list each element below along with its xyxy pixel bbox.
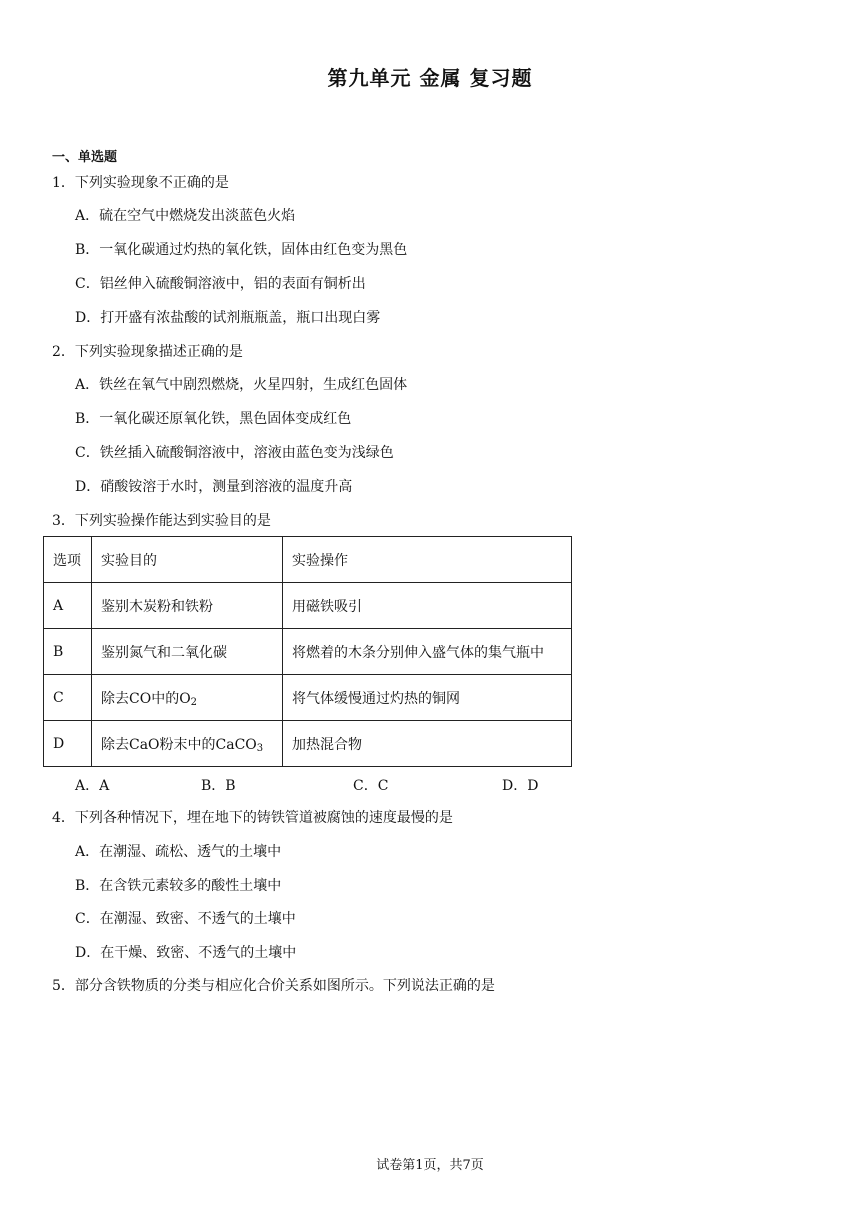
purpose-text: 除去CO中的O [101, 690, 191, 707]
purpose-text: 除去CaO粉末中的CaCO [101, 736, 257, 753]
table-cell-option: D [44, 721, 92, 767]
question-2-stem: 2．下列实验现象描述正确的是 [52, 344, 243, 360]
table-header-purpose: 实验目的 [92, 537, 283, 583]
table-cell-purpose: 鉴别木炭粉和铁粉 [92, 583, 283, 629]
experiment-table [43, 536, 572, 767]
question-2-option-c: C．铁丝插入硫酸铜溶液中，溶液由蓝色变为浅绿色 [75, 445, 394, 461]
table-header-operation: 实验操作 [283, 537, 572, 583]
table-cell-option: B [44, 629, 92, 675]
table-cell-purpose: 鉴别氮气和二氧化碳 [92, 629, 283, 675]
table-cell-operation: 将气体缓慢通过灼热的铜网 [283, 675, 572, 721]
table-row [44, 629, 572, 675]
question-3-choice-b: B．B [201, 778, 236, 794]
question-4-option-c: C．在潮湿、致密、不透气的土壤中 [75, 911, 296, 927]
page-title: 第九单元 金属 复习题 [327, 66, 533, 90]
subscript: 3 [256, 742, 264, 754]
question-3-stem: 3．下列实验操作能达到实验目的是 [52, 513, 271, 529]
table-cell-operation: 加热混合物 [283, 721, 572, 767]
question-1-option-c: C．铝丝伸入硫酸铜溶液中，铝的表面有铜析出 [75, 276, 366, 292]
table-cell-option: C [44, 675, 92, 721]
table-cell-operation: 将燃着的木条分别伸入盛气体的集气瓶中 [283, 629, 572, 675]
question-4-stem: 4．下列各种情况下，埋在地下的铸铁管道被腐蚀的速度最慢的是 [52, 810, 453, 826]
question-3-choice-d: D．D [502, 778, 539, 794]
subscript: 2 [190, 696, 198, 708]
question-1-option-d: D．打开盛有浓盐酸的试剂瓶瓶盖，瓶口出现白雾 [75, 310, 381, 326]
table-header-option: 选项 [44, 537, 92, 583]
section-heading: 一、单选题 [52, 150, 118, 165]
table-cell-operation: 用磁铁吸引 [283, 583, 572, 629]
question-1-option-b: B．一氧化碳通过灼热的氧化铁，固体由红色变为黑色 [75, 242, 408, 258]
table-row [44, 675, 572, 721]
question-2-option-a: A．铁丝在氧气中剧烈燃烧，火星四射，生成红色固体 [75, 377, 408, 393]
question-4-option-a: A．在潮湿、疏松、透气的土壤中 [75, 844, 282, 860]
table-header-row [44, 537, 572, 583]
question-2-option-d: D．硝酸铵溶于水时，测量到溶液的温度升高 [75, 479, 353, 495]
page-footer: 试卷第1页，共7页 [376, 1158, 484, 1173]
question-1-stem: 1．下列实验现象不正确的是 [52, 175, 229, 191]
table-row [44, 721, 572, 767]
table-cell-purpose [92, 675, 283, 721]
table-row [44, 583, 572, 629]
question-2-option-b: B．一氧化碳还原氧化铁，黑色固体变成红色 [75, 411, 352, 427]
table-cell-option: A [44, 583, 92, 629]
question-3-choice-a: A．A [75, 778, 110, 794]
question-4-option-d: D．在干燥、致密、不透气的土壤中 [75, 945, 297, 961]
question-5-stem: 5．部分含铁物质的分类与相应化合价关系如图所示。下列说法正确的是 [52, 978, 495, 994]
question-3-choice-c: C．C [353, 778, 389, 794]
table-cell-purpose [92, 721, 283, 767]
question-4-option-b: B．在含铁元素较多的酸性土壤中 [75, 878, 282, 894]
question-1-option-a: A．硫在空气中燃烧发出淡蓝色火焰 [75, 208, 296, 224]
